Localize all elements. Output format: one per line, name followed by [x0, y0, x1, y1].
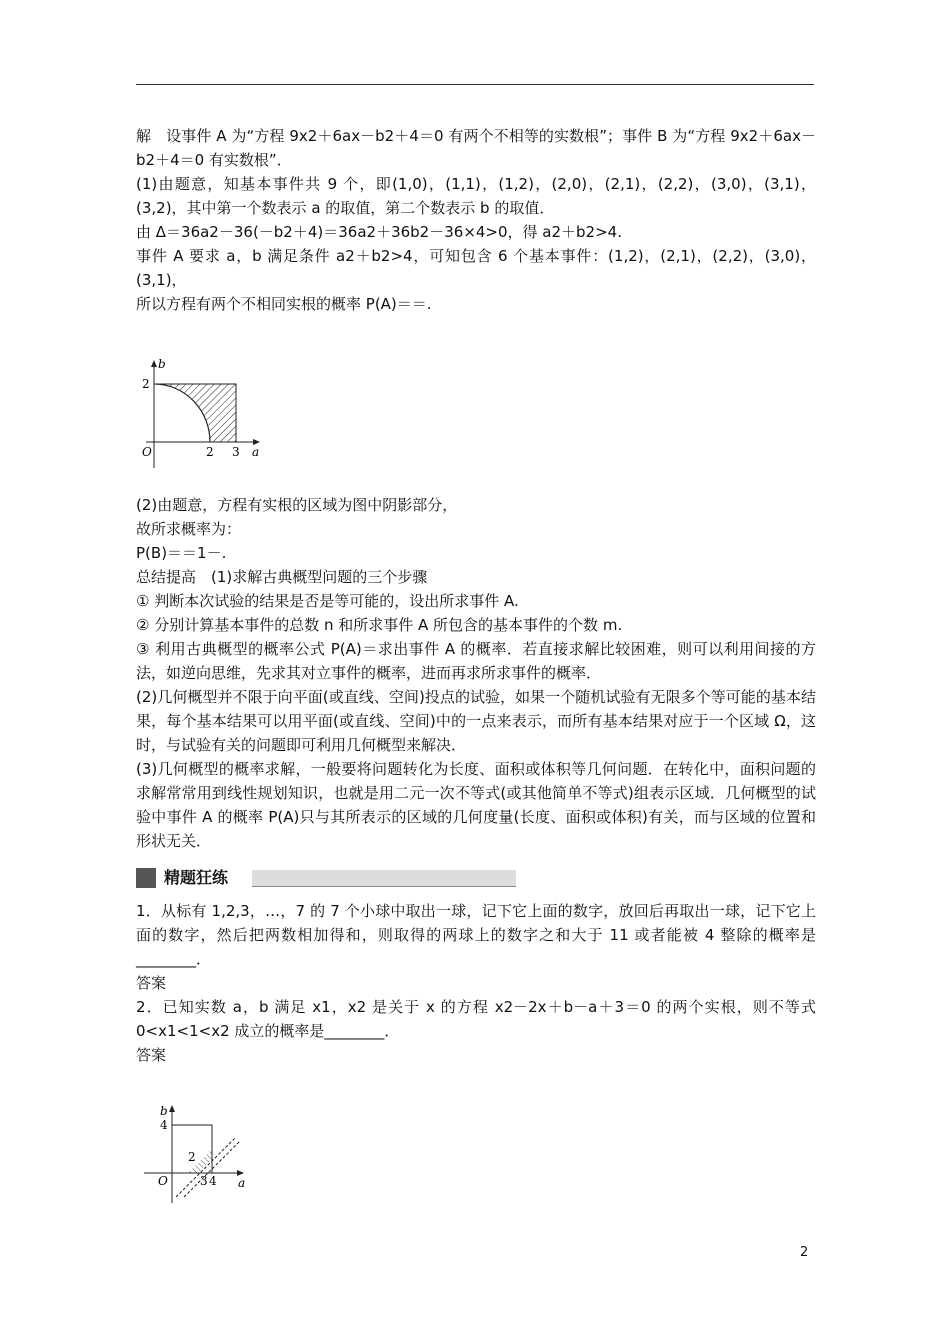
y-tick-2: 2 — [142, 377, 150, 391]
solution-intro: 解 设事件 A 为“方程 9x2＋6ax－b2＋4＝0 有两个不相等的实数根”；事件 B 为“方程 9x2＋6ax－b2＋4＝0 有实数根”． — [136, 127, 816, 169]
exercise-2-answer: 答案 — [136, 1046, 167, 1064]
x-axis-label: a — [252, 445, 260, 459]
shaded-region — [154, 384, 236, 442]
summary-point-2: (2)几何概型并不限于向平面(或直线、空间)投点的试验，如果一个随机试验有无限多个等可能的基本结果，每个基本结果可以用平面(或直线、空间)中的一点来表示，而所有基本结果对应于一个区域 Ω，这时，与试验有关的问题即可利用几何概型来解决． — [136, 688, 816, 754]
y-axis-arrow — [151, 360, 157, 367]
solution-part1-basic-events: (1)由题意，知基本事件共 9 个，即(1,0)，(1,1)，(1,2)，(2,0)，(2,1)，(2,2)，(3,0)，(3,1)，(3,2)，其中第一个数表示 a 的取值，第二个数表示 b 的取值． — [136, 175, 816, 217]
figure-square-region-lines — [136, 1101, 256, 1211]
header-rule — [136, 84, 814, 85]
solution-part1-event-a: 事件 A 要求 a，b 满足条件 a2＋b2>4，可知包含 6 个基本事件：(1,2)，(2,1)，(2,2)，(3,0)，(3,1)， — [136, 247, 816, 289]
dashed-line-1 — [176, 1137, 236, 1197]
section-header — [136, 867, 816, 889]
page-number: 2 — [800, 1245, 809, 1260]
summary-step-3: ③ 利用古典概型的概率公式 P(A)＝求出事件 A 的概率．若直接求解比较困难，则可以利用间接的方法，如逆向思维，先求其对立事件的概率，进而再求所求事件的概率． — [136, 640, 816, 682]
summary-step-1: ① 判断本次试验的结果是否是等可能的，设出所求事件 A. — [136, 592, 519, 610]
square-4x4 — [172, 1125, 212, 1173]
section-marker — [136, 868, 156, 888]
solution-part2-lead: 故所求概率为： — [136, 520, 242, 538]
y-tick-2: 2 — [188, 1150, 196, 1164]
exercise-1: 1．从标有 1,2,3，…，7 的 7 个小球中取出一球，记下它上面的数字，放回后再取出一球，记下它上面的数字，然后把两数相加得和，则取得的两球上的数字之和大于 11 或者能被 4 整除的概率是________． — [136, 902, 816, 968]
y-axis-label: b — [160, 1104, 168, 1118]
solution-part1-discriminant: 由 Δ＝36a2－36(－b2＋4)＝36a2＋36b2－36×4>0，得 a2＋b2>4. — [136, 223, 622, 241]
summary-point-3: (3)几何概型的概率求解，一般要将问题转化为长度、面积或体积等几何问题．在转化中，面积问题的求解常常用到线性规划知识，也就是用二元一次不等式(或其他简单不等式)组表示区域．几何概型的试验中事件 A 的概率 P(A)只与其所表示的区域的几何度量(长度、面积或体积)有关，而与区域的位置和形状无关． — [136, 760, 816, 850]
solution-part1-probability: 所以方程有两个不相同实根的概率 P(A)＝＝. — [136, 295, 432, 313]
y-tick-4: 4 — [160, 1118, 168, 1132]
section-strip — [252, 870, 516, 887]
exercise-2: 2．已知实数 a，b 满足 x1，x2 是关于 x 的方程 x2－2x＋b－a＋3＝0 的两个实根，则不等式 0<x1<1<x2 成立的概率是________． — [136, 998, 816, 1040]
exercise-1-answer: 答案 — [136, 974, 167, 992]
x-tick-3: 3 — [232, 445, 240, 459]
page-content — [136, 124, 816, 1218]
y-axis-label: b — [158, 357, 166, 371]
x-tick-2: 2 — [206, 445, 214, 459]
summary-heading: 总结提高 (1)求解古典概型问题的三个步骤 — [136, 568, 428, 586]
figure-quarter-circle-region — [136, 356, 276, 476]
summary-step-2: ② 分别计算基本事件的总数 n 和所求事件 A 所包含的基本事件的个数 m. — [136, 616, 623, 634]
section-title: 精题狂练 — [164, 868, 229, 887]
origin-label: O — [142, 445, 152, 459]
x-tick-3: 3 — [200, 1174, 208, 1188]
x-tick-4: 4 — [209, 1174, 217, 1188]
origin-label: O — [158, 1174, 168, 1188]
solution-part2-region: (2)由题意，方程有实根的区域为图中阴影部分， — [136, 496, 458, 514]
x-axis-label: a — [238, 1176, 246, 1190]
y-axis-arrow — [169, 1105, 175, 1112]
solution-part2-probability: P(B)＝＝1－. — [136, 544, 227, 562]
